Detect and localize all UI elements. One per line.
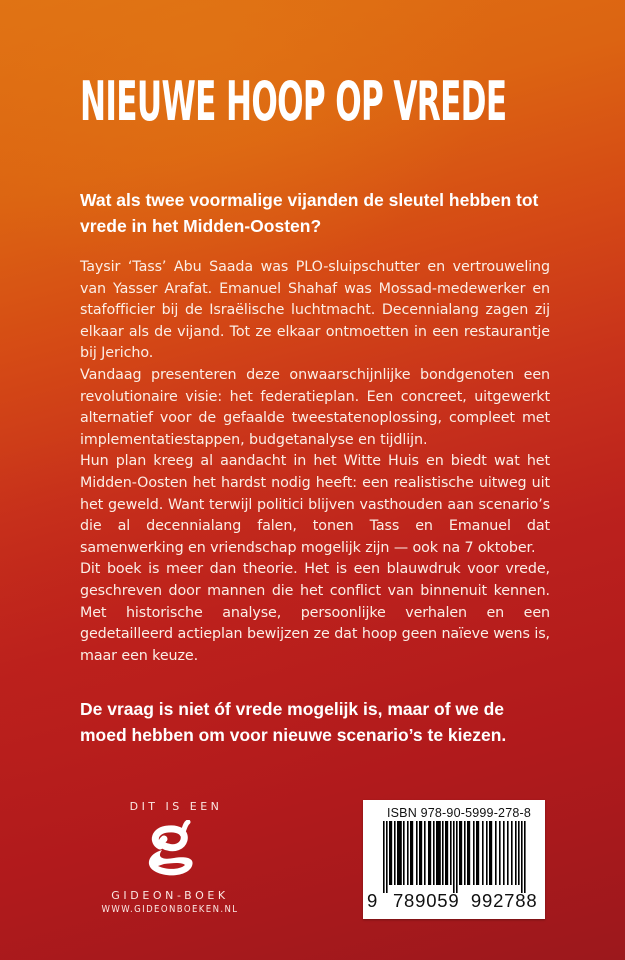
barcode-digits [367, 890, 537, 912]
blurb-paragraph: Taysir ‘Tass’ Abu Saada was PLO-sluipschutter en vertrouweling van Yasser Arafat. Emanuel Shahaf was Mossad-medewerker en stafofficier bij de Israëlische luchtmacht. Decennialang zagen zij elkaar als de vijand. Tot ze elkaar ontmoetten in een restaurantje bij Jericho. [80, 259, 550, 362]
closing-statement: De vraag is niet óf vrede mogelijk is, maar of we de moed hebben om voor nieuwe scenario’s te kiezen. [80, 699, 507, 745]
barcode-digit-first: 9 [367, 890, 379, 911]
blurb-paragraph: Hun plan kreeg al aandacht in het Witte Huis en biedt wat het Midden-Oosten het hardst nodig heeft: een realistische uitweg uit het geweld. Want terwijl politici blijven vasthouden aan scenario’s die al decennialang falen, tonen Tass en Emanuel dat samenwerking en vriendschap mogelijk zijn — ook na 7 oktober. [80, 453, 550, 556]
isbn-barcode-box [363, 800, 545, 919]
lead-question: Wat als twee voormalige vijanden de sleutel hebben tot vrede in het Midden-Oosten? [80, 190, 539, 236]
barcode-digits-right: 992788 [470, 890, 538, 911]
publisher-name: GIDEON-BOEK [111, 889, 229, 902]
book-title: NIEUWE HOOP OP VREDE [80, 70, 507, 133]
blurb-paragraph: Dit boek is meer dan theorie. Het is een blauwdruk voor vrede, geschreven door mannen die het conflict van binnenuit kennen. Met historische analyse, persoonlijke verhalen en een gedetailleerd actieplan bewijzen ze dat hoop geen naïeve wens is, maar een keuze. [80, 561, 550, 664]
barcode-digits-left: 789059 [392, 890, 460, 911]
barcode-icon [375, 821, 535, 893]
blurb-body [80, 257, 550, 667]
blurb-paragraph: Vandaag presenteren deze onwaarschijnlijke bondgenoten een revolutionaire visie: het federatieplan. Een concreet, uitgewerkt alternatief voor de gefaalde tweestatenoplossing, compleet met implementatiestappen, budgetanalyse en tijdlijn. [80, 366, 550, 448]
publisher-url: WWW.GIDEONBOEKEN.NL [101, 904, 239, 915]
gideon-g-logo-icon [95, 817, 245, 887]
isbn-label: ISBN 978-90-5999-278-8 [386, 806, 532, 820]
publisher-block [95, 800, 245, 915]
publisher-tagline: DIT IS EEN [129, 800, 223, 813]
